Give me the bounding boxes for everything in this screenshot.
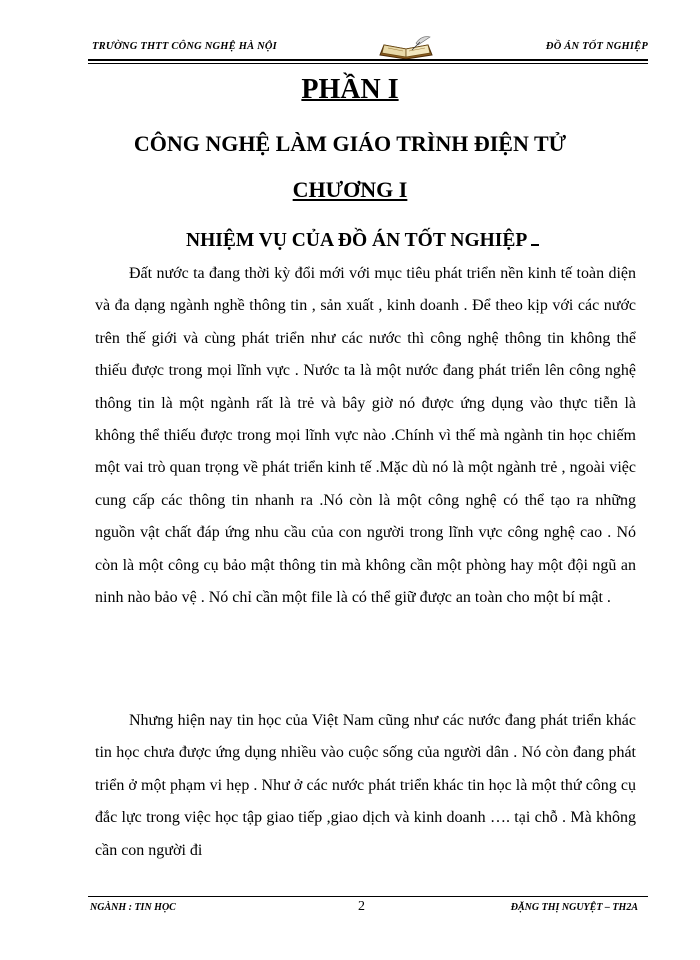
main-title: CÔNG NGHỆ LÀM GIÁO TRÌNH ĐIỆN TỬ (133, 131, 567, 156)
header-school-name: TRƯỜNG THTT CÔNG NGHỆ HÀ NỘI (92, 41, 277, 52)
body-paragraph-1: Đất nước ta đang thời kỳ đổi mới với mục tiêu phát triển nền kinh tế toàn diện và đa dạng ngành nghề thông tin , sản xuất , kinh doanh . Để theo kịp với các nước trên thế giới và cùng phát triển như các nước thì công nghệ thông tin không thể thiếu được trong mọi lĩnh vực . Nước ta là một nước đang phát triển lên công nghệ thông tin là một ngành rất là trẻ và bây giờ nó được ứng dụng vào thực tiễn là không thể thiếu được trong mọi lĩnh vực nào .Chính vì thế mà ngành tin học chiếm một vai trò quan trọng về phát triển kinh tế .Mặc dù nó là một ngành trẻ , ngoài việc cung cấp các thông tin nhanh ra .Nó còn là một công nghệ có thể tạo ra những nguồn vật chất đáp ứng nhu cầu của con người trong lĩnh vực công nghệ cao . Nó còn là một công cụ bảo mật thông tin mà không cần một phòng hay một đội ngũ an ninh nào bảo vệ . Nó chỉ cần một file là có thể giữ được an toàn cho một bí mật . (95, 265, 636, 607)
header-rule-thin (88, 63, 648, 64)
footer-author: ĐẶNG THỊ NGUYỆT – TH2A (510, 902, 638, 913)
header-doc-type: ĐỒ ÁN TỐT NGHIỆP (545, 41, 648, 52)
footer-rule (88, 896, 648, 897)
body-paragraph-2: Nhưng hiện nay tin học của Việt Nam cũng như các nước đang phát triển khác tin học chưa được ứng dụng nhiều vào cuộc sống của người dân . Nó còn đang phát triển ở một phạm vi hẹp . Như ở các nước phát triển khác tin học là một thứ công cụ đắc lực trong việc học tập giao tiếp ,giao dịch và kinh doanh …. tại chỗ . Mà không cần con người đi (95, 712, 636, 859)
chapter-title: CHƯƠNG I (292, 177, 408, 202)
page-number: 2 (358, 899, 365, 914)
section-title: NHIỆM VỤ CỦA ĐỒ ÁN TỐT NGHIỆP (186, 230, 539, 252)
section-title-mark (531, 244, 539, 246)
footer-major: NGÀNH : TIN HỌC (90, 902, 176, 913)
header-rule (88, 59, 648, 61)
part-title: PHẦN I (301, 74, 399, 105)
page-footer (88, 896, 648, 916)
page-header (88, 37, 648, 67)
